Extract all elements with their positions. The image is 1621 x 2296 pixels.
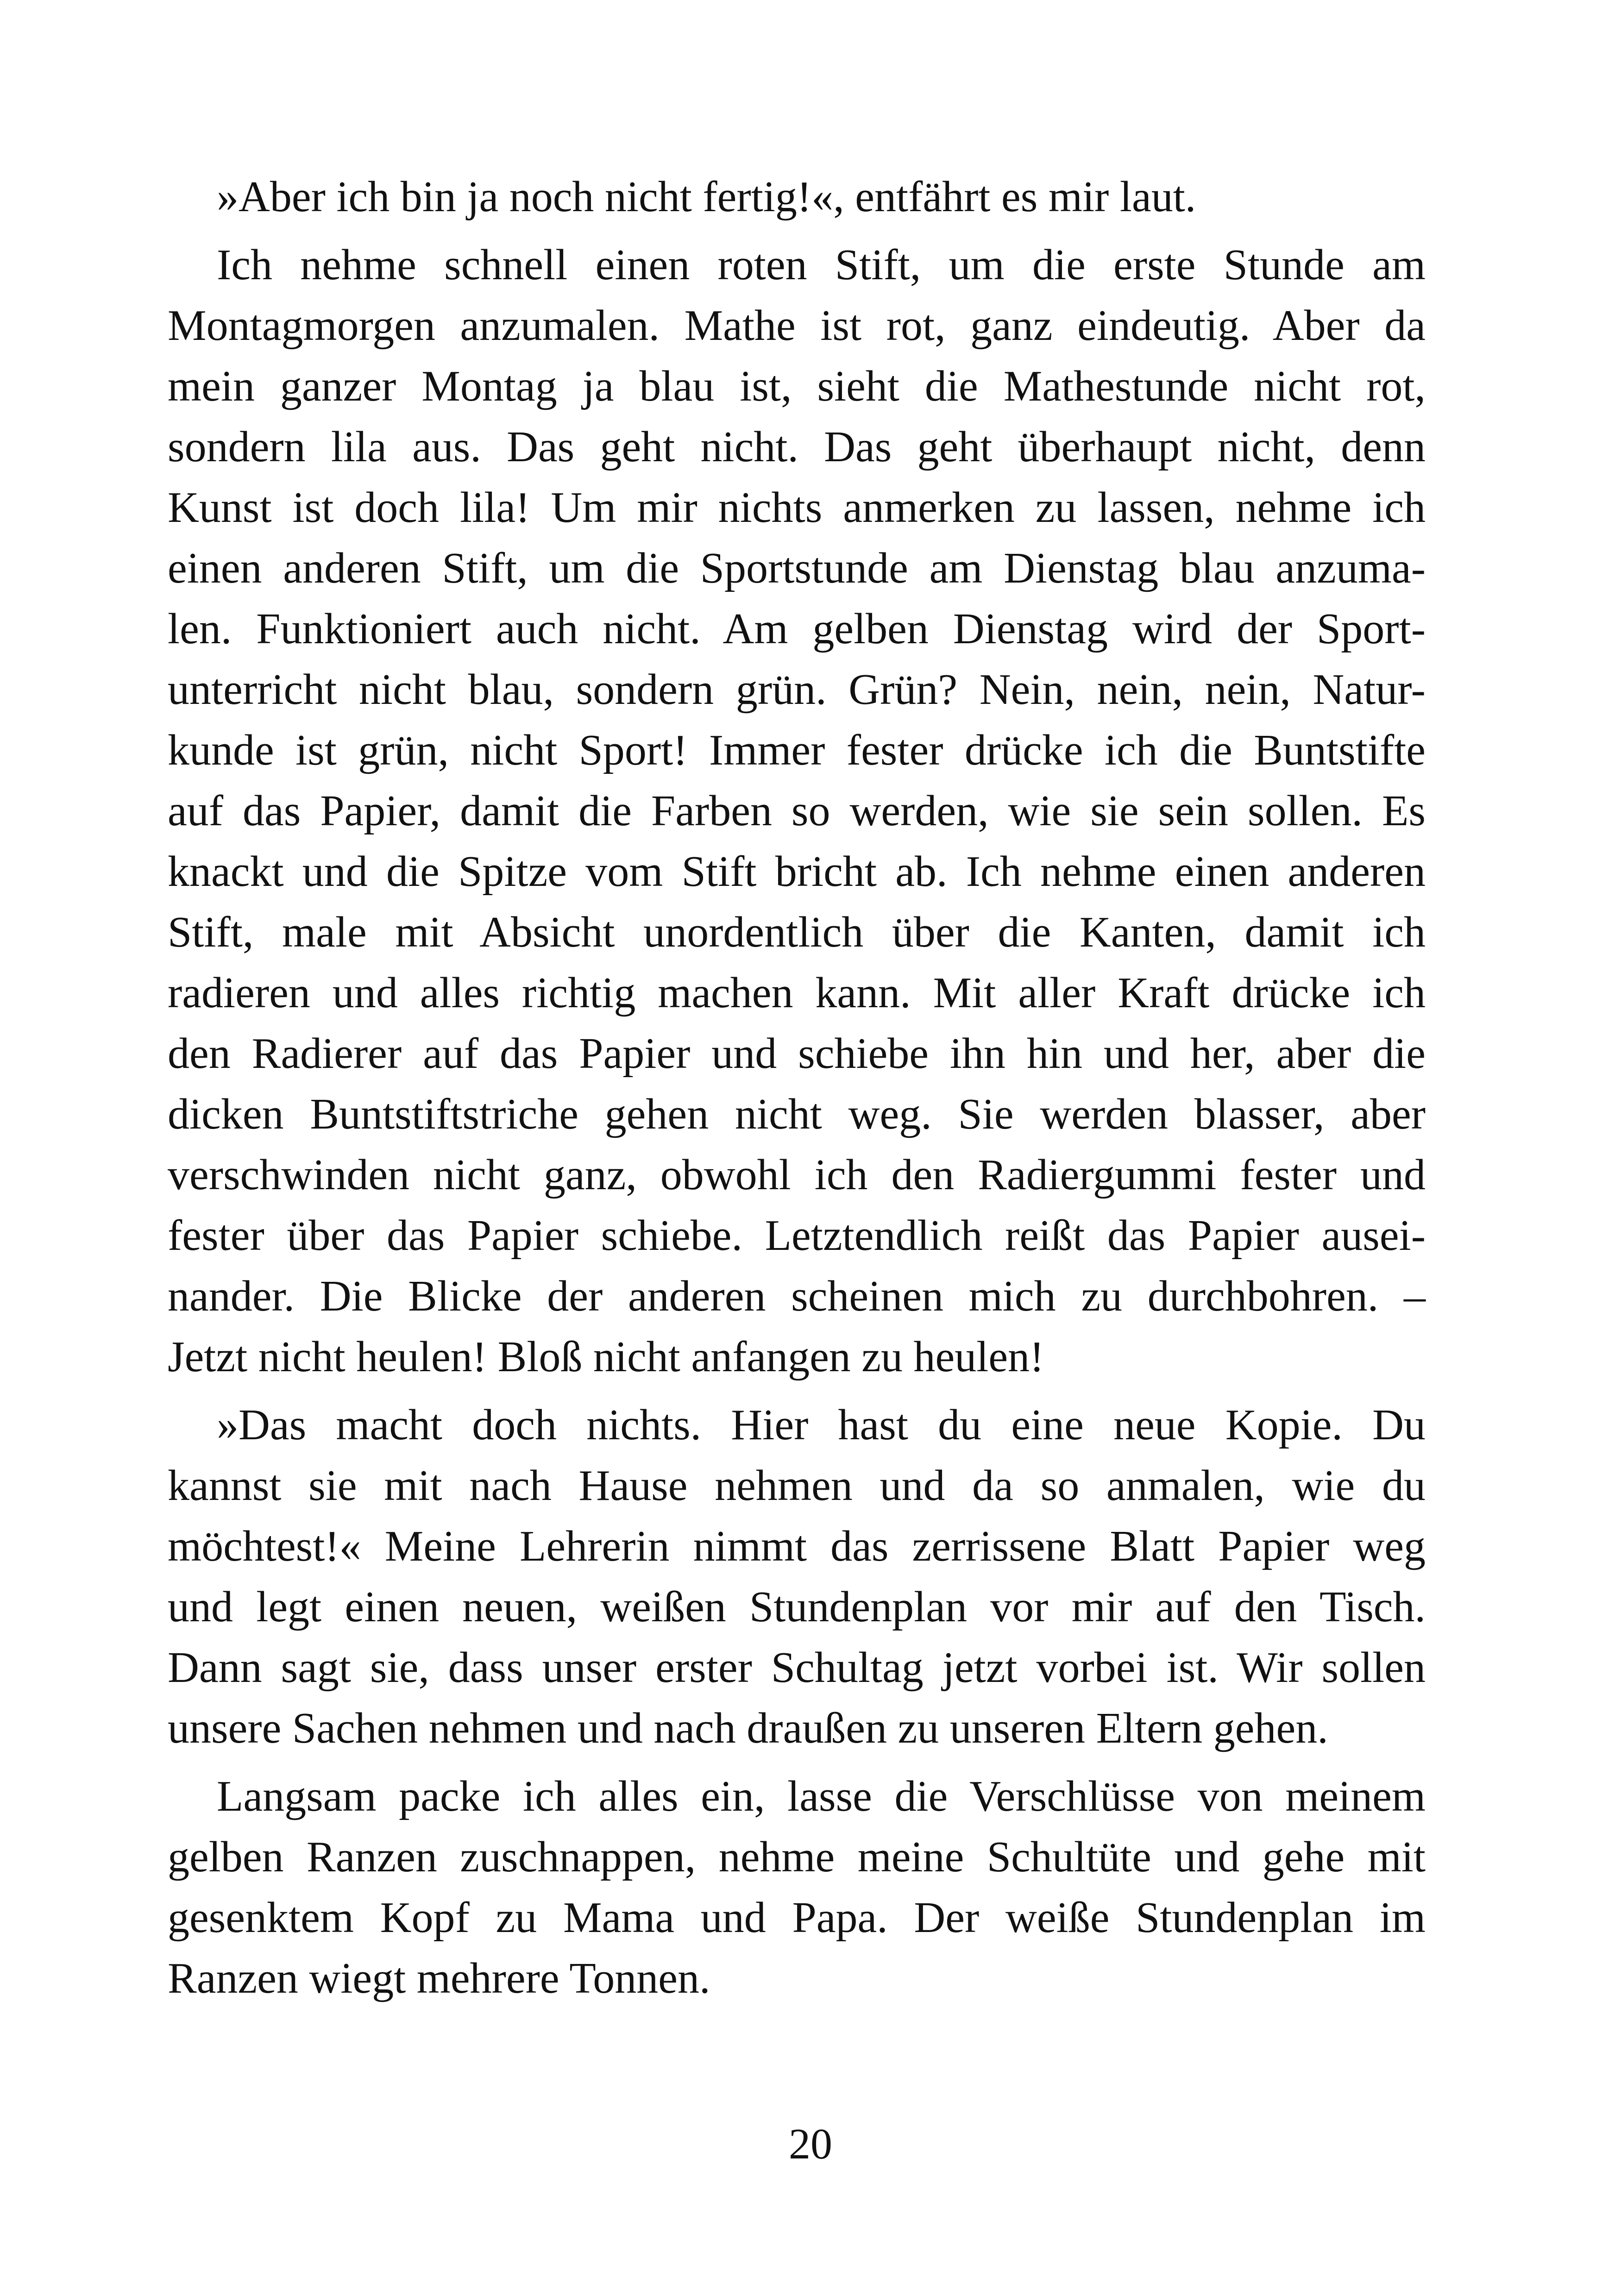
text-line: kunde ist grün, nicht Sport! Immer fester drücke ich die Buntstifte: [168, 726, 1426, 774]
text-line: radieren und alles richtig machen kann. Mit aller Kraft drücke ich: [168, 969, 1426, 1017]
text-line: »Aber ich bin ja noch nicht fertig!«, entfährt es mir laut.: [217, 173, 1196, 221]
text-line: und legt einen neuen, weißen Stundenplan vor mir auf den Tisch.: [168, 1583, 1426, 1631]
page-number: 20: [789, 2120, 832, 2168]
text-line: auf das Papier, damit die Farben so werden, wie sie sein sollen. Es: [168, 787, 1426, 835]
text-line: Langsam packe ich alles ein, lasse die Verschlüsse von meinem: [217, 1772, 1426, 1820]
text-line: »Das macht doch nichts. Hier hast du eine neue Kopie. Du: [217, 1401, 1426, 1449]
text-line: sondern lila aus. Das geht nicht. Das geht überhaupt nicht, denn: [168, 423, 1426, 471]
text-line: fester über das Papier schiebe. Letztendlich reißt das Papier ausei-: [168, 1211, 1426, 1260]
text-line: einen anderen Stift, um die Sportstunde am Dienstag blau anzuma-: [168, 544, 1426, 592]
text-line: gesenktem Kopf zu Mama und Papa. Der weiße Stundenplan im: [168, 1894, 1426, 1942]
text-line: kannst sie mit nach Hause nehmen und da so anmalen, wie du: [168, 1462, 1426, 1510]
text-line: nander. Die Blicke der anderen scheinen mich zu durchbohren. –: [168, 1272, 1426, 1320]
text-line: Jetzt nicht heulen! Bloß nicht anfangen zu heulen!: [168, 1333, 1044, 1381]
text-line: möchtest!« Meine Lehrerin nimmt das zerrissene Blatt Papier weg: [168, 1522, 1426, 1570]
text-line: Ranzen wiegt mehrere Tonnen.: [168, 1954, 710, 2002]
text-line: dicken Buntstiftstriche gehen nicht weg. Sie werden blasser, aber: [168, 1090, 1426, 1138]
body-text: [168, 167, 1426, 2009]
text-line: Kunst ist doch lila! Um mir nichts anmerken zu lassen, nehme ich: [168, 483, 1426, 532]
text-line: Stift, male mit Absicht unordentlich über die Kanten, damit ich: [168, 908, 1426, 956]
text-line: mein ganzer Montag ja blau ist, sieht die Mathestunde nicht rot,: [168, 362, 1426, 410]
paragraph: [168, 167, 1426, 227]
text-line: gelben Ranzen zuschnappen, nehme meine Schultüte und gehe mit: [168, 1833, 1426, 1881]
text-line: den Radierer auf das Papier und schiebe ihn hin und her, aber die: [168, 1029, 1426, 1078]
text-line: len. Funktioniert auch nicht. Am gelben Dienstag wird der Sport-: [168, 605, 1426, 653]
paragraph: [168, 1766, 1426, 2009]
paragraph: [168, 1395, 1426, 1759]
paragraph: [168, 235, 1426, 1387]
text-line: unsere Sachen nehmen und nach draußen zu unseren Eltern gehen.: [168, 1704, 1328, 1752]
text-line: Montagmorgen anzumalen. Mathe ist rot, ganz eindeutig. Aber da: [168, 301, 1426, 350]
text-line: unterricht nicht blau, sondern grün. Grün? Nein, nein, nein, Natur-: [168, 665, 1426, 714]
text-line: Ich nehme schnell einen roten Stift, um die erste Stunde am: [217, 241, 1426, 289]
text-line: verschwinden nicht ganz, obwohl ich den Radiergummi fester und: [168, 1151, 1426, 1199]
text-line: knackt und die Spitze vom Stift bricht ab. Ich nehme einen anderen: [168, 847, 1426, 896]
text-line: Dann sagt sie, dass unser erster Schultag jetzt vorbei ist. Wir sollen: [168, 1644, 1426, 1692]
